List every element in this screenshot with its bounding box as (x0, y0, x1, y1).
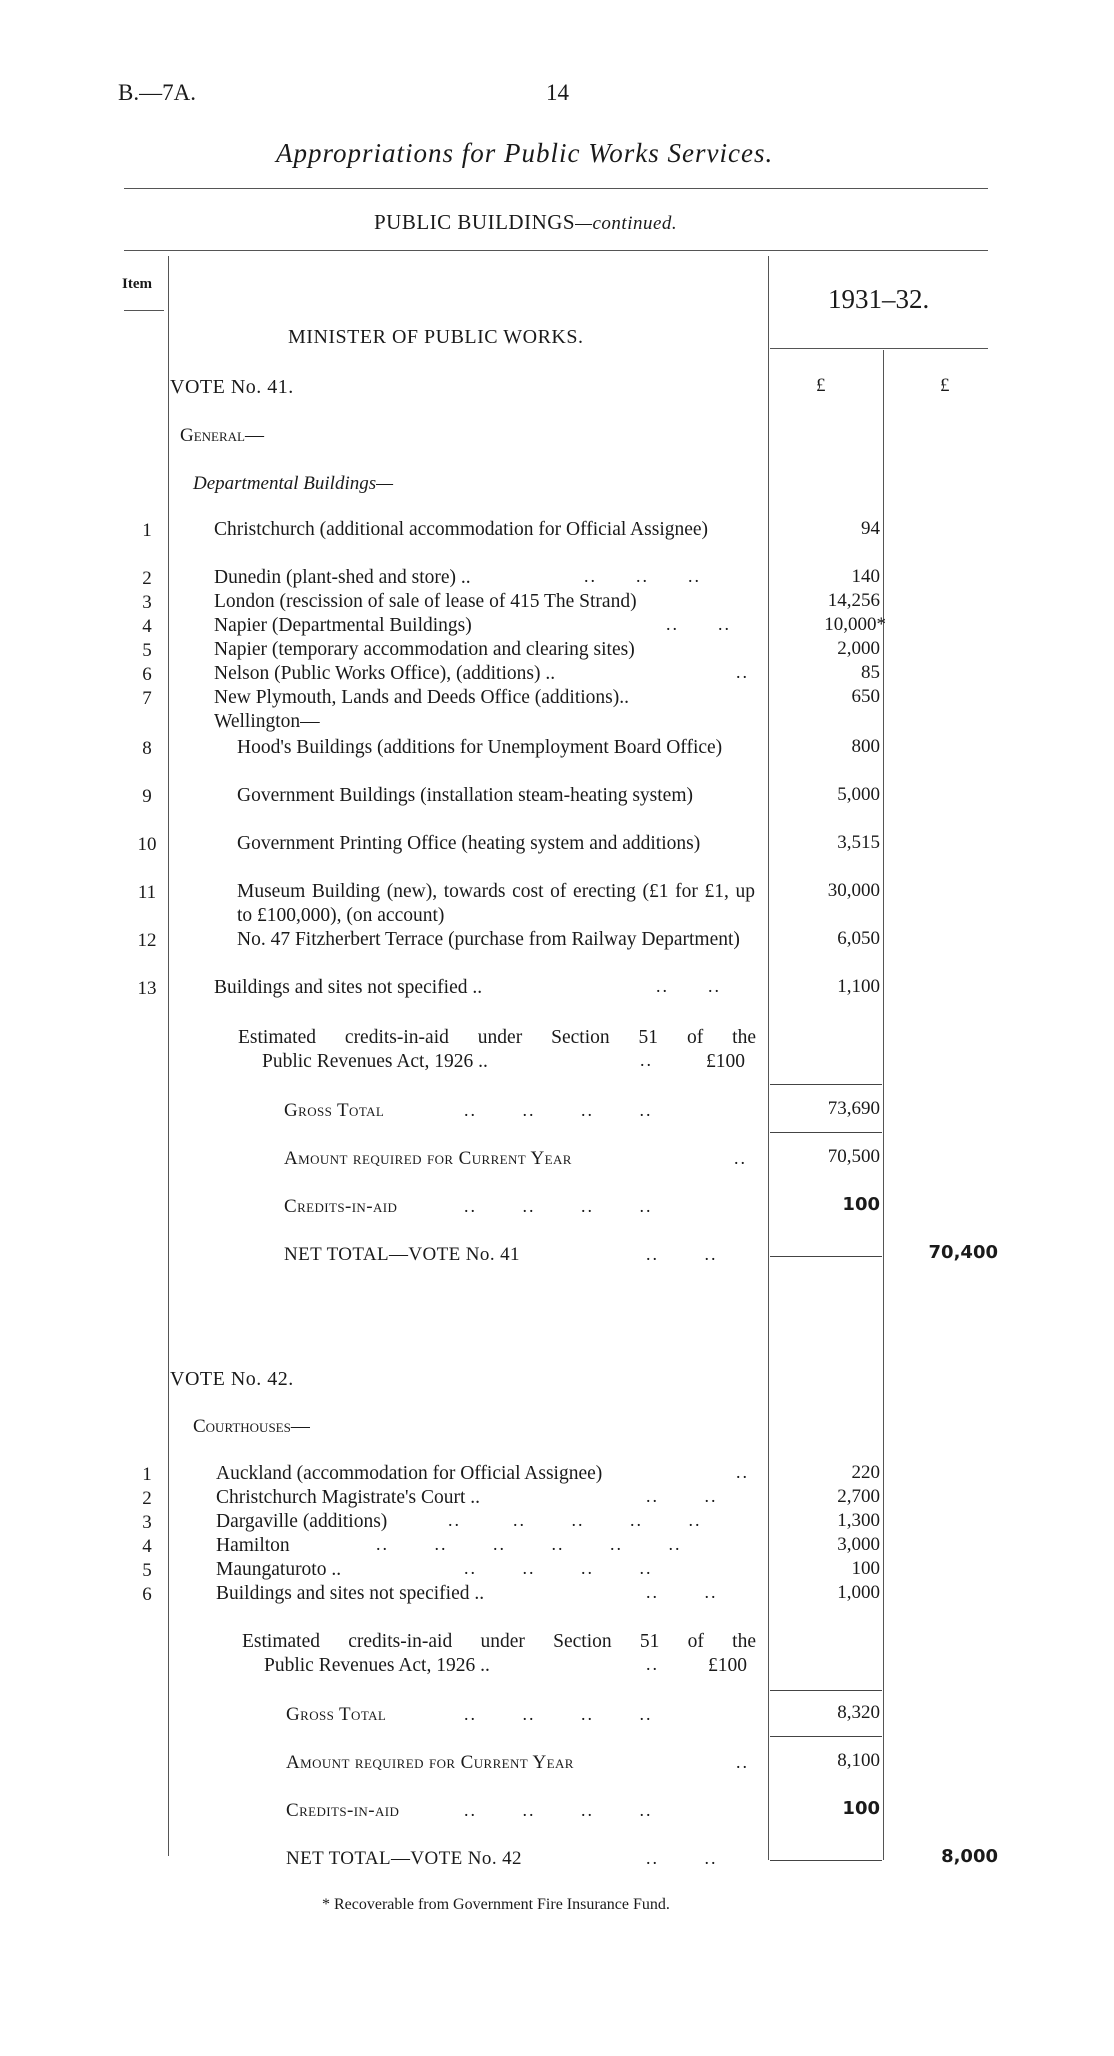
item-column-divider (168, 256, 169, 1856)
gross-total-label: Gross Total (286, 1704, 387, 1725)
gross-total-amount: 8,320 (837, 1702, 880, 1723)
leader-dots: .. .. (646, 1486, 718, 1506)
item-amount: 94 (861, 518, 880, 539)
leader-dots: .. .. .. .. (464, 1196, 653, 1216)
leader-dots: .. (734, 1148, 747, 1168)
gross-total-rule (770, 1084, 882, 1085)
item-amount: 2,700 (837, 1486, 880, 1507)
gross-total-amount: 73,690 (827, 1098, 880, 1119)
item-description: Hood's Buildings (additions for Unemployment Board Office) (237, 737, 723, 758)
item-description: Auckland (accommodation for Official Assignee) (216, 1463, 603, 1484)
gross-total-rule (770, 1690, 882, 1691)
item-description: Nelson (Public Works Office), (additions) .. (214, 663, 556, 684)
item-number: 8 (142, 738, 152, 759)
item-amount: 3,000 (837, 1534, 880, 1555)
leader-dots: .. .. .. .. (464, 1704, 653, 1724)
currency-symbol-right: £ (940, 375, 950, 396)
minister-heading: MINISTER OF PUBLIC WORKS. (288, 326, 584, 348)
leader-dots: .. (736, 662, 749, 682)
credits-note-line-2: Public Revenues Act, 1926 .. (262, 1051, 488, 1072)
item-description: Museum Building (new), towards cost of erecting (£1 for £1, up to £100,000), (on account) (237, 881, 755, 926)
amount-required-label: Amount required for Current Year (286, 1752, 574, 1773)
vote-42-section: Courthouses— (193, 1416, 310, 1437)
item-number: 11 (137, 882, 157, 903)
net-total-label: NET TOTAL—VOTE No. 42 (286, 1848, 522, 1869)
title-rule (124, 188, 988, 189)
net-total-label: NET TOTAL—VOTE No. 41 (284, 1244, 520, 1265)
item-description: Buildings and sites not specified .. (216, 1583, 485, 1604)
item-number: 7 (142, 688, 152, 709)
item-amount: 6,050 (837, 928, 880, 949)
item-number: 10 (137, 834, 157, 855)
item-amount: 2,000 (837, 638, 880, 659)
leader-dots: .. .. .. (584, 566, 701, 586)
item-description: New Plymouth, Lands and Deeds Office (additions).. (214, 687, 630, 708)
item-number: 5 (142, 1560, 152, 1581)
amount-required-label: Amount required for Current Year (284, 1148, 572, 1169)
item-description: Napier (temporary accommodation and clearing sites) (214, 639, 635, 660)
item-number: 1 (142, 1464, 152, 1485)
gross-total-label: Gross Total (284, 1100, 385, 1121)
amount-column-right-divider (883, 350, 884, 1860)
credits-note-amount: £100 (708, 1655, 747, 1676)
leader-dots: .. (736, 1462, 749, 1482)
leader-dots: .. (640, 1050, 653, 1070)
leader-dots: .. (736, 1752, 749, 1772)
item-column-heading: Item (122, 276, 152, 292)
credits-note-line-1: Estimated credits-in-aid under Section 51 of the (238, 1027, 756, 1048)
item-heading-underline (124, 310, 164, 311)
leader-dots: .. .. (646, 1244, 718, 1264)
page-title: Appropriations for Public Works Services. (276, 138, 774, 168)
item-amount: 30,000 (827, 880, 880, 901)
item-description: Dunedin (plant-shed and store) .. (214, 567, 471, 588)
item-number: 9 (142, 786, 152, 807)
leader-dots: .. .. .. .. (464, 1558, 653, 1578)
item-amount: 14,256 (827, 590, 880, 611)
item-description: Dargaville (additions) (216, 1511, 388, 1532)
wellington-heading: Wellington— (214, 711, 320, 732)
amount-required-value: 70,500 (827, 1146, 880, 1167)
item-number: 2 (142, 1488, 152, 1509)
net-total-amount: 70,400 (928, 1242, 998, 1263)
item-amount: 1,000 (837, 1582, 880, 1603)
item-number: 3 (142, 1512, 152, 1533)
section-suffix: —continued. (575, 213, 678, 234)
net-total-amount: 8,000 (941, 1846, 998, 1867)
item-number: 6 (142, 664, 152, 685)
item-description: Maungaturoto .. (216, 1559, 342, 1580)
item-amount: 650 (851, 686, 880, 707)
item-amount: 800 (851, 736, 880, 757)
item-amount: 5,000 (837, 784, 880, 805)
credits-note-line-2: Public Revenues Act, 1926 .. (264, 1655, 490, 1676)
item-number: 4 (142, 616, 152, 637)
item-number: 4 (142, 1536, 152, 1557)
section-name: PUBLIC BUILDINGS (374, 210, 576, 234)
amount-required-value: 8,100 (837, 1750, 880, 1771)
net-total-rule (770, 1860, 882, 1861)
leader-dots: .. .. (646, 1848, 718, 1868)
vote-41-subsection: Departmental Buildings— (193, 473, 394, 494)
credits-in-aid-value: 100 (842, 1798, 880, 1819)
vote-41-title: VOTE No. 41. (170, 376, 294, 398)
item-number: 6 (142, 1584, 152, 1605)
leader-dots: .. .. (666, 614, 731, 634)
leader-dots: .. (646, 1654, 659, 1674)
item-description: No. 47 Fitzherbert Terrace (purchase from Railway Department) (237, 929, 740, 950)
item-description: London (rescission of sale of lease of 415 The Strand) (214, 591, 637, 612)
item-description: Christchurch Magistrate's Court .. (216, 1487, 481, 1508)
item-description: Buildings and sites not specified .. (214, 977, 483, 998)
section-heading (374, 210, 677, 235)
item-description (214, 518, 756, 542)
item-description-text: Christchurch (additional accommodation for Official Assignee) (214, 519, 709, 540)
item-number: 1 (142, 520, 152, 541)
amount-column-left-divider (768, 256, 769, 1860)
leader-dots: .. .. (646, 1582, 718, 1602)
footnote: * Recoverable from Government Fire Insurance Fund. (322, 1896, 670, 1913)
year-heading: 1931–32. (828, 284, 930, 314)
item-amount: 3,515 (837, 832, 880, 853)
document-reference: B.—7A. (118, 80, 196, 105)
item-number: 5 (142, 640, 152, 661)
amount-required-rule (770, 1132, 882, 1133)
item-amount: 1,100 (837, 976, 880, 997)
item-description: Government Buildings (installation steam-heating system) (237, 785, 694, 806)
item-number: 2 (142, 568, 152, 589)
credits-in-aid-label: Credits-in-aid (284, 1196, 398, 1217)
leader-dots: .. .. .. .. .. (448, 1510, 702, 1530)
net-total-rule (770, 1256, 882, 1257)
currency-symbol-left: £ (816, 375, 826, 396)
vote-42-title: VOTE No. 42. (170, 1368, 294, 1390)
item-amount: 85 (861, 662, 880, 683)
item-amount: 140 (851, 566, 880, 587)
vote-41-section: General— (180, 425, 264, 446)
item-number: 12 (137, 930, 157, 951)
credits-in-aid-value: 100 (842, 1194, 880, 1215)
credits-note-line-1: Estimated credits-in-aid under Section 51 of the (242, 1631, 756, 1652)
item-number: 3 (142, 592, 152, 613)
item-amount: 100 (851, 1558, 880, 1579)
credits-note-amount: £100 (706, 1051, 745, 1072)
item-amount: 10,000* (824, 614, 886, 635)
amount-required-rule (770, 1736, 882, 1737)
leader-dots: .. .. .. .. (464, 1800, 653, 1820)
credits-in-aid-label: Credits-in-aid (286, 1800, 400, 1821)
item-amount: 220 (851, 1462, 880, 1483)
leader-dots: .. .. .. .. (464, 1100, 653, 1120)
table-top-rule (124, 250, 988, 251)
leader-dots: .. .. (656, 976, 721, 996)
year-heading-underline (770, 348, 988, 349)
item-number: 13 (137, 978, 157, 999)
leader-dots: .. .. .. .. .. .. (376, 1534, 682, 1554)
item-description: Napier (Departmental Buildings) (214, 615, 472, 636)
item-description: Government Printing Office (heating system and additions) (237, 833, 701, 854)
page-number: 14 (546, 80, 569, 105)
item-amount: 1,300 (837, 1510, 880, 1531)
item-description: Hamilton (216, 1535, 290, 1556)
